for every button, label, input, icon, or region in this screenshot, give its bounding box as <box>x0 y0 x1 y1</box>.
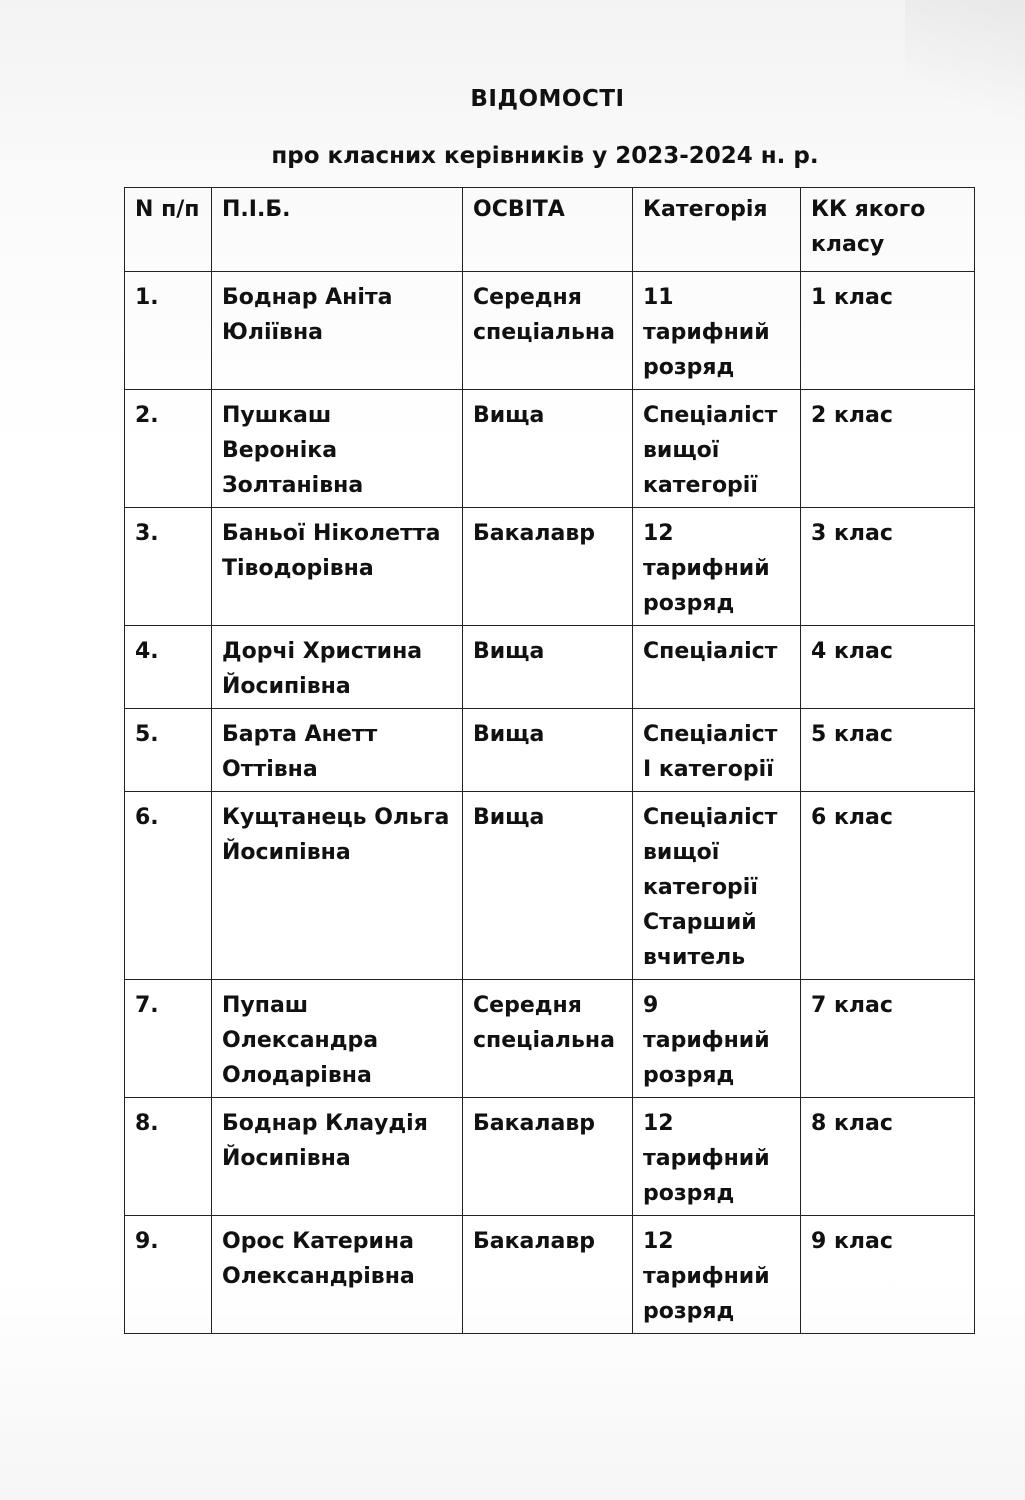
cell-name: Барта Анетт Оттівна <box>212 709 463 792</box>
table-row <box>125 792 975 980</box>
class-teachers-table <box>124 187 975 1334</box>
cell-category: 12 тарифний розряд <box>633 1216 801 1334</box>
header-class: КК якого класу <box>801 188 975 272</box>
cell-num: 2. <box>125 390 212 508</box>
cell-num: 9. <box>125 1216 212 1334</box>
header-education: ОСВІТА <box>463 188 633 272</box>
table-row <box>125 1216 975 1334</box>
cell-num: 3. <box>125 508 212 626</box>
header-name: П.І.Б. <box>212 188 463 272</box>
header-category: Категорія <box>633 188 801 272</box>
scan-shadow <box>905 0 1025 140</box>
cell-category: Спеціаліст вищої категорії Старший вчитель <box>633 792 801 980</box>
table-row <box>125 508 975 626</box>
cell-name: Кущтанець Ольга Йосипівна <box>212 792 463 980</box>
cell-category: 12 тарифний розряд <box>633 508 801 626</box>
cell-num: 1. <box>125 272 212 390</box>
cell-category: Спеціаліст І категорії <box>633 709 801 792</box>
cell-num: 8. <box>125 1098 212 1216</box>
cell-education: Бакалавр <box>463 1098 633 1216</box>
cell-category: Спеціаліст <box>633 626 801 709</box>
cell-class: 2 клас <box>801 390 975 508</box>
document-subtitle: про класних керівників у 2023-2024 н. р. <box>271 143 819 169</box>
cell-class: 8 клас <box>801 1098 975 1216</box>
table-row <box>125 272 975 390</box>
table-row <box>125 980 975 1098</box>
cell-education: Бакалавр <box>463 1216 633 1334</box>
cell-name: Дорчі Христина Йосипівна <box>212 626 463 709</box>
cell-class: 3 клас <box>801 508 975 626</box>
cell-name: Пупаш Олександра Олодарівна <box>212 980 463 1098</box>
cell-education: Середня спеціальна <box>463 980 633 1098</box>
cell-num: 7. <box>125 980 212 1098</box>
document-title: ВІДОМОСТІ <box>470 86 625 112</box>
cell-num: 6. <box>125 792 212 980</box>
cell-education: Вища <box>463 626 633 709</box>
cell-category: 9 тарифний розряд <box>633 980 801 1098</box>
cell-class: 4 клас <box>801 626 975 709</box>
cell-class: 6 клас <box>801 792 975 980</box>
table-header-row <box>125 188 975 272</box>
cell-name: Боднар Клаудія Йосипівна <box>212 1098 463 1216</box>
cell-education: Вища <box>463 390 633 508</box>
cell-class: 1 клас <box>801 272 975 390</box>
cell-category: 11 тарифний розряд <box>633 272 801 390</box>
table-row <box>125 626 975 709</box>
cell-category: 12 тарифний розряд <box>633 1098 801 1216</box>
cell-name: Баньої Ніколетта Тіводорівна <box>212 508 463 626</box>
cell-education: Вища <box>463 792 633 980</box>
cell-category: Спеціаліст вищої категорії <box>633 390 801 508</box>
cell-education: Середня спеціальна <box>463 272 633 390</box>
cell-education: Бакалавр <box>463 508 633 626</box>
table-row <box>125 1098 975 1216</box>
cell-class: 5 клас <box>801 709 975 792</box>
cell-name: Орос Катерина Олександрівна <box>212 1216 463 1334</box>
cell-class: 9 клас <box>801 1216 975 1334</box>
table-row <box>125 390 975 508</box>
cell-education: Вища <box>463 709 633 792</box>
cell-class: 7 клас <box>801 980 975 1098</box>
header-num: N п/п <box>125 188 212 272</box>
cell-num: 5. <box>125 709 212 792</box>
table-row <box>125 709 975 792</box>
cell-num: 4. <box>125 626 212 709</box>
cell-name: Пушкаш Вероніка Золтанівна <box>212 390 463 508</box>
cell-name: Боднар Аніта Юліївна <box>212 272 463 390</box>
